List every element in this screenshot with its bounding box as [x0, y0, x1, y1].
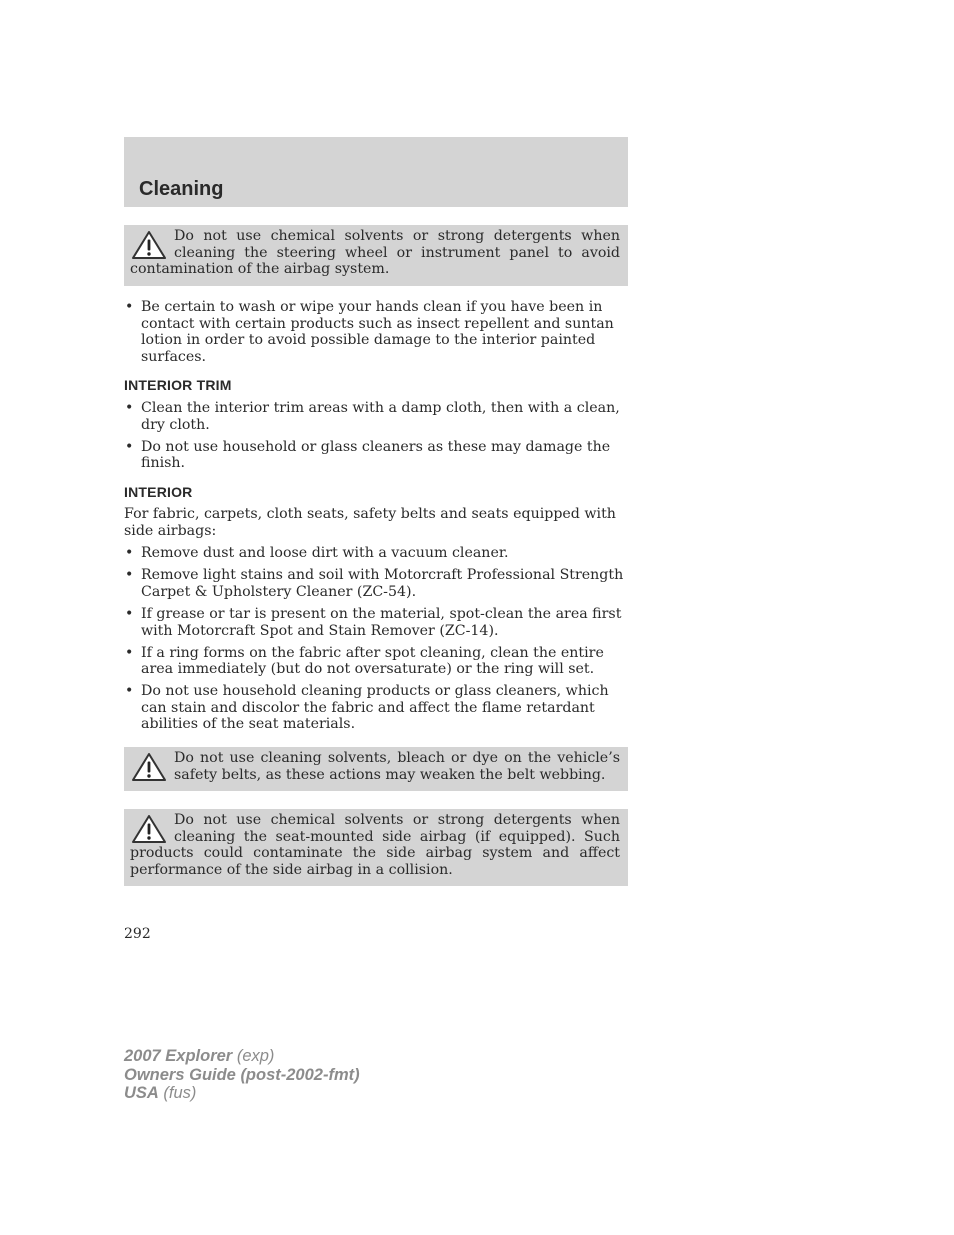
list-item: • Do not use household cleaning products or glass cleaners, which can stain and discolor the fabric and affect the flame retardant abilities of the seat materials. [125, 683, 609, 733]
warning-triangle-icon [131, 752, 167, 782]
main-content [124, 299, 628, 739]
bullet-icon: • [125, 399, 134, 416]
interior-trim-bullet-list [124, 400, 628, 472]
bullet-icon: • [125, 438, 134, 455]
list-item: • If grease or tar is present on the material, spot-clean the area first with Motorcraft Spot and Stain Remover (ZC-14). [125, 605, 622, 639]
footer-line-model: 2007 Explorer (exp) [124, 1047, 275, 1065]
section-title: Cleaning [139, 178, 224, 200]
footer-line-guide: Owners Guide (post-2002-fmt) [124, 1065, 360, 1084]
list-item: • Do not use household or glass cleaners as these may damage the finish. [125, 438, 611, 472]
page-number: 292 [124, 926, 151, 942]
footer-line-market: USA (fus) [124, 1084, 197, 1102]
bullet-icon: • [125, 545, 134, 562]
list-item: • Remove dust and loose dirt with a vacuum cleaner. [125, 545, 509, 562]
warning-triangle-icon [131, 230, 167, 260]
heading-interior: INTERIOR [124, 483, 193, 500]
warning-box-side-airbag [124, 809, 628, 886]
interior-intro: For fabric, carpets, cloth seats, safety belts and seats equipped with side airbags: [124, 506, 616, 540]
warning-text: Do not use cleaning solvents, bleach or dye on the vehicle’s safety belts, as these actions may weaken the belt webbing. [174, 750, 620, 783]
list-item: • If a ring forms on the fabric after spot cleaning, clean the entire area immediately (but do not oversaturate) or the ring will set. [125, 644, 604, 678]
bullet-icon: • [125, 605, 134, 622]
bullet-icon: • [125, 299, 134, 315]
warning-box-airbag-cleaning [124, 225, 628, 286]
bullet-icon: • [125, 683, 134, 700]
warning-box-safety-belts [124, 747, 628, 791]
list-item: • Remove light stains and soil with Motorcraft Professional Strength Carpet & Upholstery Cleaner (ZC-54). [125, 567, 624, 600]
list-item: • Be certain to wash or wipe your hands clean if you have been in contact with certain products such as insect repellent and suntan lotion in order to avoid possible damage to the interior painted surfaces. [125, 299, 614, 365]
list-item: • Clean the interior trim areas with a damp cloth, then with a clean, dry cloth. [125, 399, 620, 433]
heading-interior-trim: INTERIOR TRIM [124, 377, 232, 394]
document-footer [124, 1047, 360, 1103]
intro-bullet-list [124, 299, 628, 365]
interior-bullet-list [124, 545, 628, 733]
warning-text: Do not use chemical solvents or strong detergents when cleaning the seat-mounted side airbag (if equipped). Such products could contaminate the side airbag system and affect performance of the side airbag in a collision. [130, 812, 620, 878]
bullet-icon: • [125, 567, 134, 584]
warning-triangle-icon [131, 814, 167, 844]
warning-text: Do not use chemical solvents or strong detergents when cleaning the steering wheel or instrument panel to avoid contamination of the airbag system. [130, 228, 620, 278]
bullet-icon: • [125, 644, 134, 661]
section-header-band [124, 137, 628, 207]
